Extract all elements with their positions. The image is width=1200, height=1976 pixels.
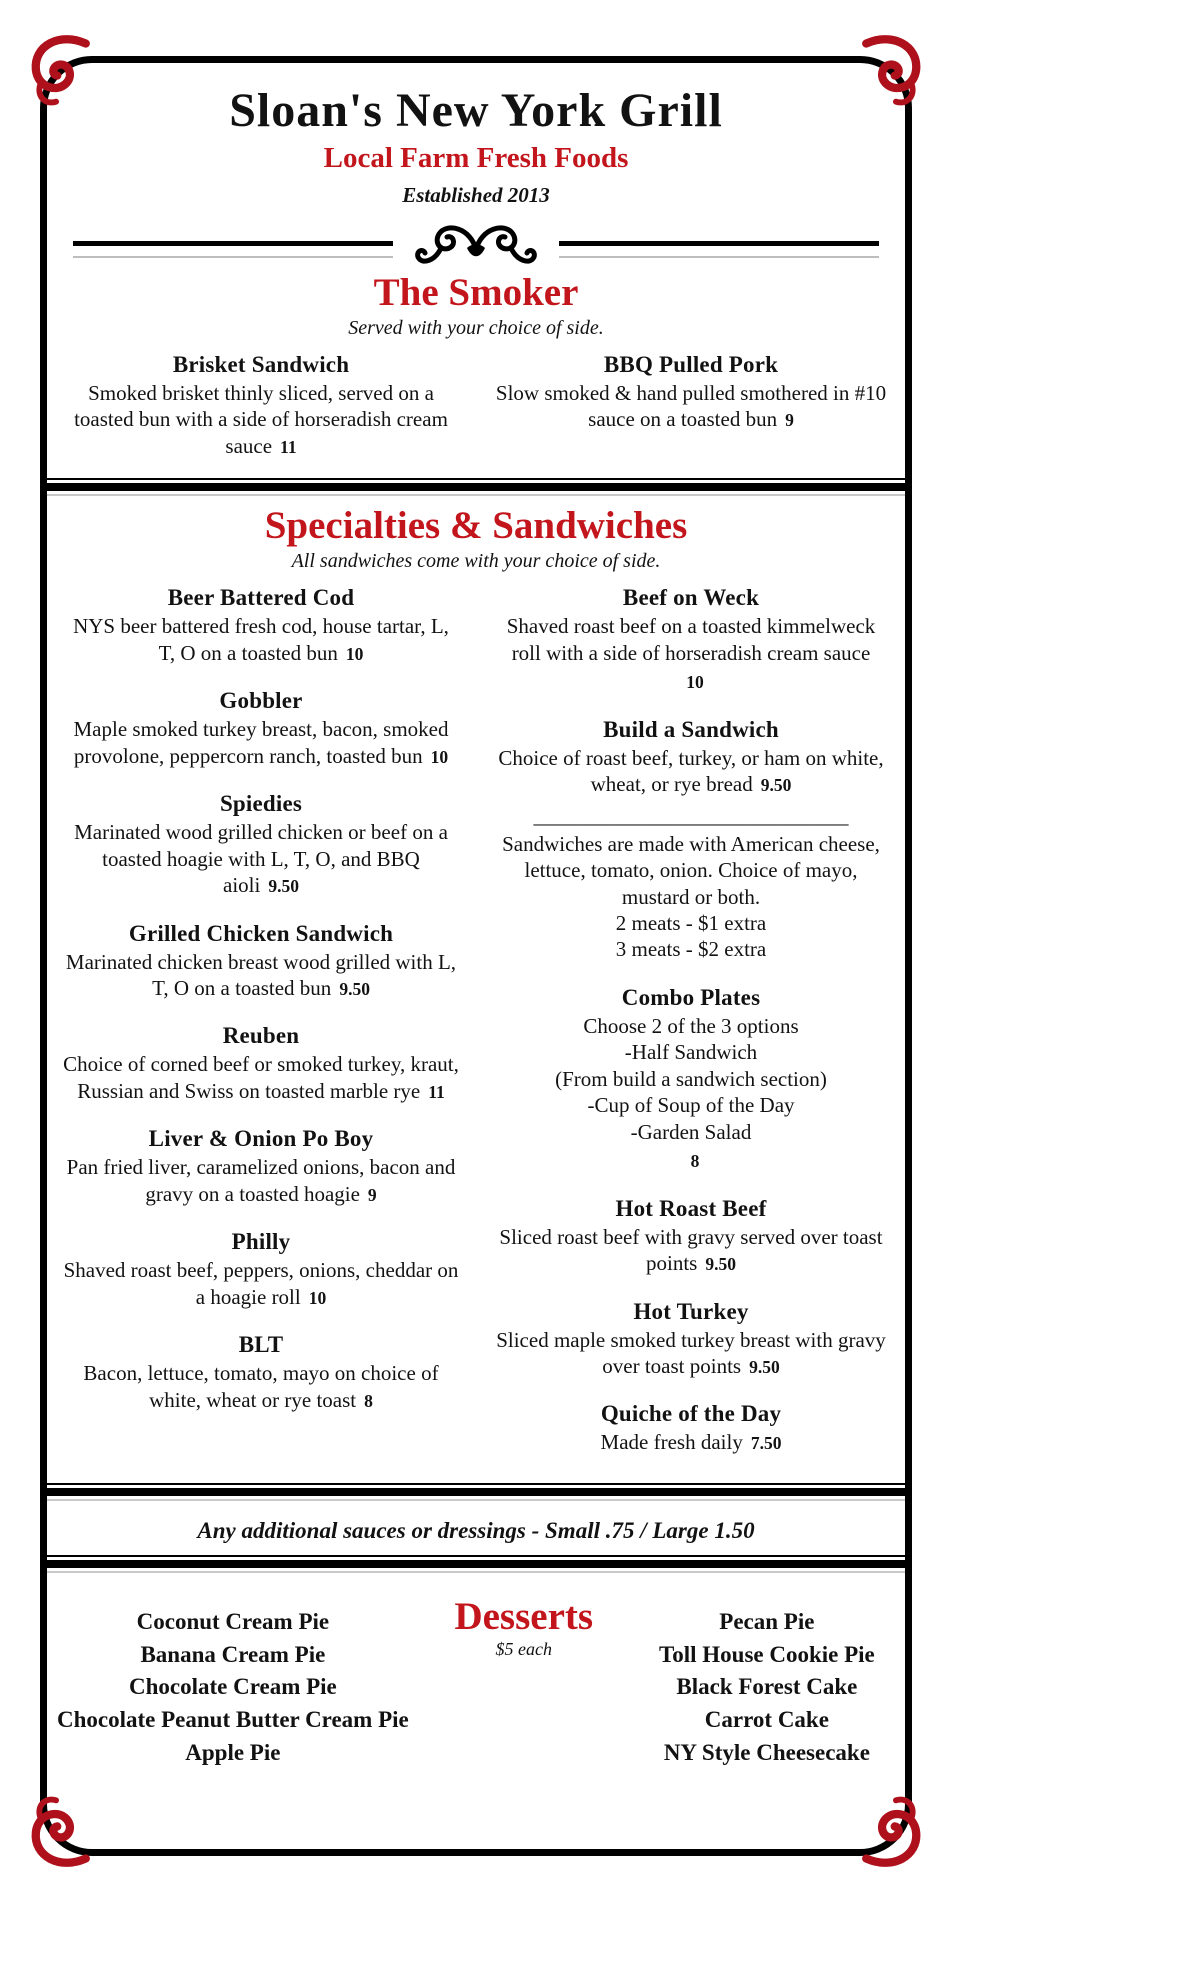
item-name: Beef on Weck [622, 585, 760, 611]
item-note: 2 meats - $1 extra [615, 910, 767, 935]
menu-item [63, 791, 459, 898]
item-price: 8 [364, 1390, 373, 1411]
item-description: Slow smoked & hand pulled smothered in #10 sauce on a toasted bun 9 [495, 381, 887, 432]
menu-header [47, 63, 905, 208]
menu-item [493, 1196, 889, 1277]
dessert-item: NY Style Cheesecake [663, 1739, 870, 1765]
section-rule [47, 1560, 905, 1568]
item-description: Choose 2 of the 3 options -Half Sandwich (From build a sandwich section) -Cup of Soup of the Day -Garden Salad 8 [555, 1013, 827, 1172]
dessert-item: Chocolate Cream Pie [128, 1674, 337, 1700]
section-specialties [47, 503, 905, 1478]
scroll-flourish-icon [401, 230, 551, 268]
desserts-price-note: $5 each [495, 1638, 552, 1659]
divider-line-right [559, 241, 879, 258]
item-description: Sliced maple smoked turkey breast with gravy over toast points 9.50 [496, 1327, 886, 1378]
item-name: Hot Turkey [633, 1298, 749, 1324]
item-price: 10 [430, 746, 449, 767]
menu-item [493, 585, 889, 694]
item-name: Liver & Onion Po Boy [148, 1126, 374, 1152]
menu-item [63, 585, 459, 666]
item-description: Choice of corned beef or smoked turkey, kraut, Russian and Swiss on toasted marble rye 11 [63, 1052, 459, 1103]
desserts-title: Desserts [454, 1594, 594, 1638]
item-description: Smoked brisket thinly sliced, served on a toasted bun with a side of horseradish cream sauce 11 [74, 381, 448, 458]
dessert-item: Apple Pie [185, 1739, 281, 1765]
menu-item [63, 1126, 459, 1207]
item-price: 10 [686, 672, 704, 693]
dessert-item: Black Forest Cake [676, 1674, 858, 1700]
menu-item [63, 1332, 459, 1413]
item-price: 7.50 [750, 1433, 782, 1454]
item-name: Quiche of the Day [600, 1401, 782, 1427]
item-name: Brisket Sandwich [172, 352, 350, 377]
dessert-item: Toll House Cookie Pie [659, 1641, 875, 1667]
item-description: Shaved roast beef on a toasted kimmelweck roll with a side of horseradish cream sauce 10 [506, 614, 876, 693]
smoker-title: The Smoker [373, 271, 579, 314]
item-price: 9.50 [339, 978, 370, 999]
item-price: 9.50 [749, 1356, 780, 1377]
corner-flourish-icon [24, 1792, 100, 1868]
dessert-item: Coconut Cream Pie [136, 1608, 330, 1634]
item-name: Combo Plates [621, 984, 761, 1010]
restaurant-tagline: Local Farm Fresh Foods [323, 142, 629, 174]
item-price: 9 [785, 410, 794, 431]
item-price: 8 [690, 1151, 700, 1172]
item-name: Spiedies [219, 791, 303, 817]
item-description: Sliced roast beef with gravy served over toast points 9.50 [499, 1224, 883, 1276]
item-name: Philly [231, 1229, 291, 1255]
specialties-note: All sandwiches come with your choice of side. [291, 550, 661, 573]
desserts-header [409, 1594, 639, 1660]
corner-flourish-icon [852, 1792, 928, 1868]
specialties-column-left [63, 585, 459, 1478]
dessert-item: Chocolate Peanut Butter Cream Pie [57, 1706, 409, 1732]
item-name: BLT [238, 1332, 284, 1358]
item-description: Marinated wood grilled chicken or beef on a toasted hoagie with L, T, O, and BBQ aioli 9.50 [74, 820, 448, 898]
item-price: 11 [280, 436, 297, 457]
menu-item [63, 1023, 459, 1104]
item-description: Choice of roast beef, turkey, or ham on white, wheat, or rye bread 9.50 ______________________________ Sandwiches are made with American cheese, lettuce, tomato, onion. Choice of mayo, mustard or both. 2 meats - $1 extra 3 meats - $2 extra [493, 745, 889, 963]
dessert-list-right [639, 1594, 895, 1769]
item-name: Build a Sandwich [603, 716, 779, 742]
item-name: Gobbler [219, 688, 303, 714]
dessert-list-left [57, 1594, 409, 1769]
item-note: 3 meats - $2 extra [615, 937, 767, 962]
menu-item [63, 1229, 459, 1310]
item-price: 11 [428, 1081, 445, 1102]
specialties-grid [47, 585, 905, 1478]
sauces-note: Any additional sauces or dressings - Small .75 / Large 1.50 [197, 1517, 755, 1543]
menu-item [493, 352, 889, 433]
item-description: Pan fried liver, caramelized onions, bacon and gravy on a toasted hoagie 9 [66, 1155, 456, 1206]
menu-item [63, 921, 459, 1002]
divider-line-left [73, 241, 393, 258]
item-name: Beer Battered Cod [167, 585, 355, 611]
corner-flourish-icon [852, 34, 928, 110]
item-description: Maple smoked turkey breast, bacon, smoked provolone, peppercorn ranch, toasted bun 10 [73, 717, 449, 768]
menu-item [493, 985, 889, 1174]
item-note: Sandwiches are made with American cheese, lettuce, tomato, onion. Choice of mayo, mustard or both. [502, 831, 880, 909]
item-description: Bacon, lettuce, tomato, mayo on choice of white, wheat or rye toast 8 [83, 1361, 439, 1412]
menu-item [493, 717, 889, 963]
item-price: 9.50 [268, 876, 299, 897]
item-divider: ______________________________ [533, 805, 849, 827]
menu-item [63, 352, 459, 459]
menu-frame [40, 56, 912, 1856]
corner-flourish-icon [24, 34, 100, 110]
item-price: 9 [367, 1184, 377, 1205]
ornament-divider [73, 230, 879, 268]
smoker-note: Served with your choice of side. [348, 317, 604, 339]
item-description: NYS beer battered fresh cod, house tartar, L, T, O on a toasted bun 10 [73, 614, 449, 665]
item-description: Marinated chicken breast wood grilled with L, T, O on a toasted bun 9.50 [65, 949, 457, 1000]
smoker-column-right [493, 352, 889, 481]
item-price: 9.50 [760, 775, 792, 796]
item-name: BBQ Pulled Pork [603, 352, 779, 377]
item-description: Shaved roast beef, peppers, onions, cheddar on a hoagie roll 10 [63, 1258, 459, 1309]
item-price: 10 [308, 1287, 327, 1308]
menu-item [493, 1401, 889, 1455]
item-price: 9.50 [705, 1254, 736, 1275]
menu-item [63, 688, 459, 769]
dessert-item: Carrot Cake [704, 1706, 829, 1732]
item-description: Made fresh daily 7.50 [600, 1430, 782, 1455]
smoker-column-left [63, 352, 459, 481]
item-name: Grilled Chicken Sandwich [128, 920, 394, 946]
section-rule [47, 483, 905, 491]
item-name: Reuben [222, 1023, 300, 1049]
dessert-item: Banana Cream Pie [140, 1641, 326, 1667]
section-rule [47, 1488, 905, 1496]
item-price: 10 [345, 643, 364, 664]
smoker-grid [47, 352, 905, 481]
section-smoker [47, 270, 905, 481]
established-text: Established 2013 [402, 183, 550, 207]
menu-item [493, 1299, 889, 1380]
restaurant-title: Sloan's New York Grill [229, 84, 723, 137]
specialties-title: Specialties & Sandwiches [264, 504, 688, 548]
item-name: Hot Roast Beef [615, 1195, 767, 1221]
dessert-item: Pecan Pie [719, 1608, 815, 1634]
section-desserts [47, 1580, 905, 1769]
specialties-column-right [493, 585, 889, 1478]
